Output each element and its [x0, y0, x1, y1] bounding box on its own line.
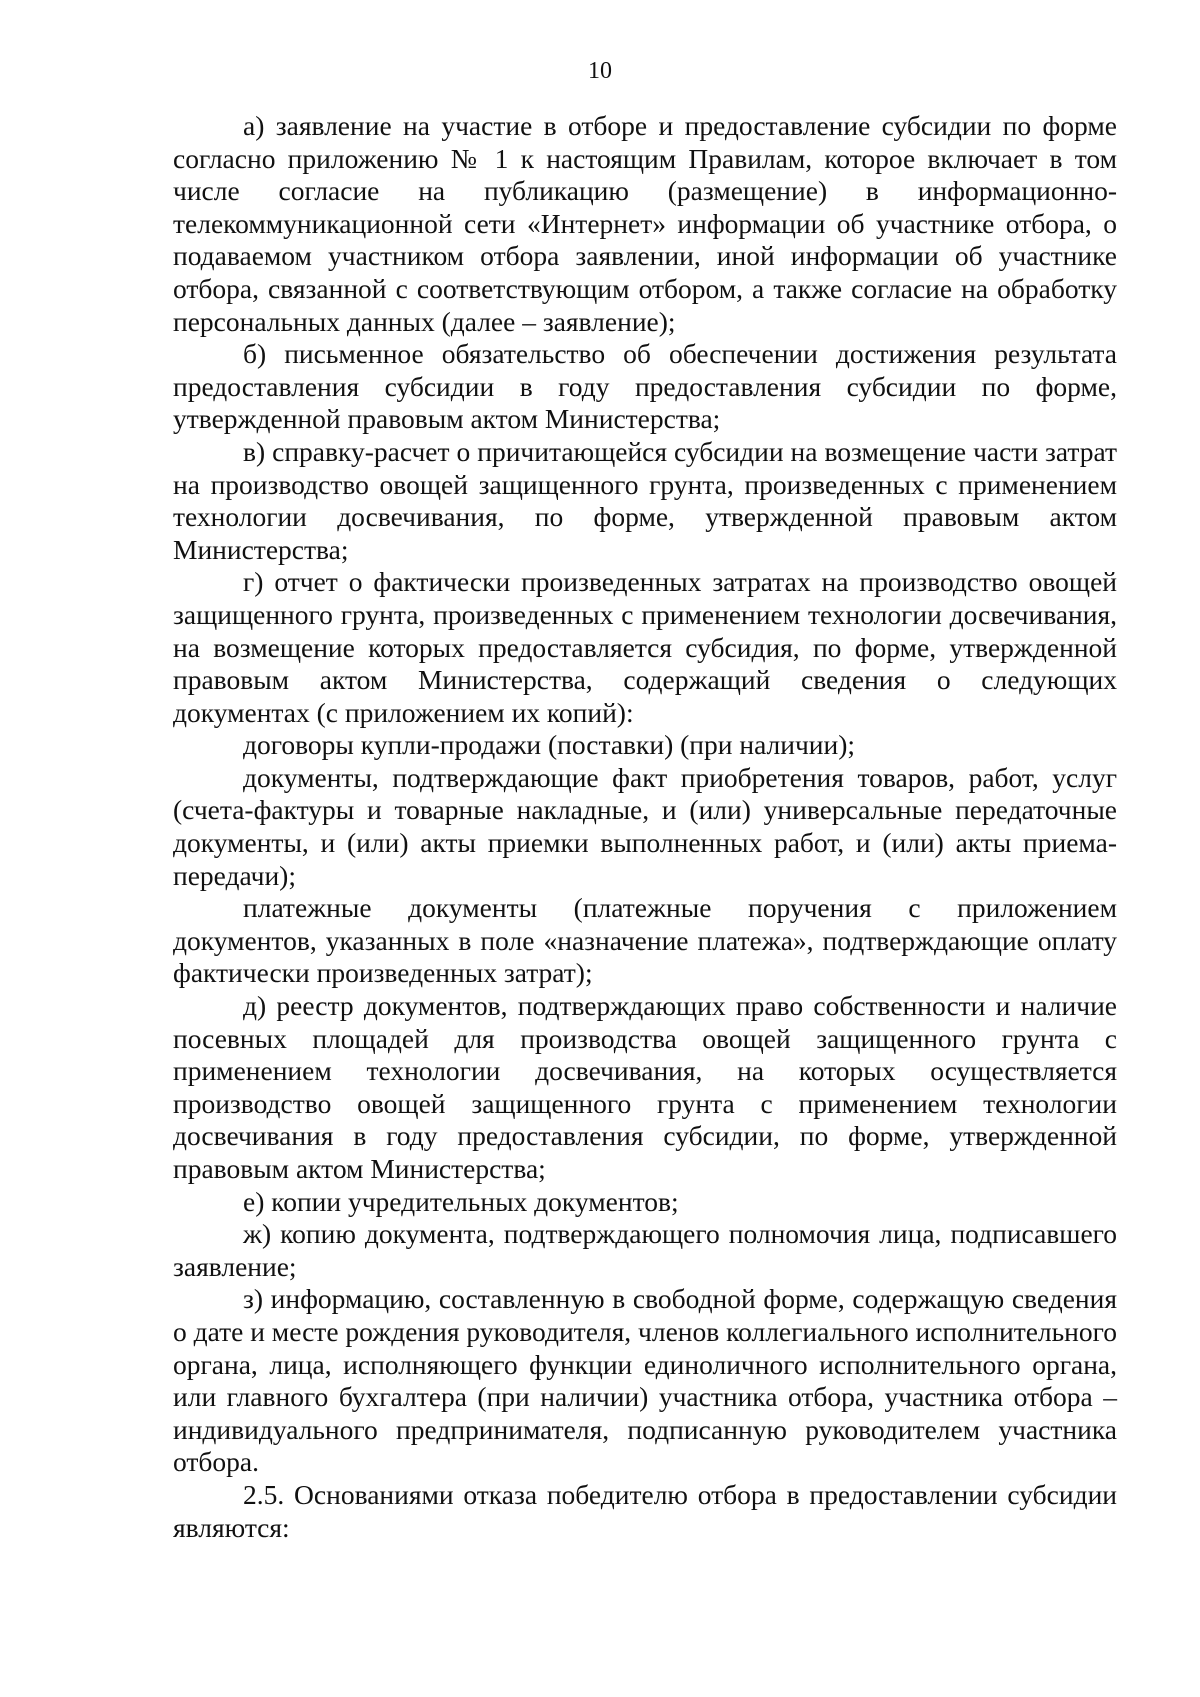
paragraph-z-management-information: з) информацию, составленную в свободной форме, содержащую сведения о дате и месте рождения руководителя, членов коллегиального исполнительного органа, лица, исполняющего функции единоличного исполнительного органа, или главного бухгалтера (при наличии) участника отбора, участника отбора – индивидуального предпринимателя, подписанную руководителем участника отбора. [173, 1283, 1117, 1478]
paragraph-2-5-refusal-grounds: 2.5. Основаниями отказа победителю отбора в предоставлении субсидии являются: [173, 1478, 1117, 1543]
paragraph-d-ownership-registry: д) реестр документов, подтверждающих право собственности и наличие посевных площадей для производства овощей защищенного грунта с применением технологии досвечивания, на которых осуществляется производство овощей защищенного грунта с применением технологии досвечивания в году предоставления субсидии, по форме, утвержденной правовым актом Министерства; [173, 990, 1117, 1184]
paragraph-b-written-obligation: б) письменное обязательство об обеспечении достижения результата предоставления субсидии в году предоставления субсидии по форме, утвержденной правовым актом Министерства; [173, 338, 1117, 435]
page-number: 10 [588, 58, 612, 84]
paragraph-e-founding-documents: е) копии учредительных документов; [243, 1185, 679, 1217]
paragraph-a-application: а) заявление на участие в отборе и предоставление субсидии по форме согласно приложению № 1 к настоящим Правилам, которое включает в том числе согласие на публикацию (размещение) в информационно-телекоммуникационной сети «Интернет» информации об участнике отбора, о подаваемом участником отбора заявлении, иной информации об участнике отбора, связанной с соответствующим отбором, а также согласие на обработку персональных данных (далее – заявление); [173, 110, 1117, 337]
paragraph-payment-documents: платежные документы (платежные поручения с приложением документов, указанных в поле «назначение платежа», подтверждающие оплату фактически произведенных затрат); [173, 892, 1117, 989]
paragraph-acquisition-documents: документы, подтверждающие факт приобретения товаров, работ, услуг (счета-фактуры и товарные накладные, и (или) универсальные передаточные документы, и (или) акты приемки выполненных работ, и (или) акты приема-передачи); [173, 761, 1117, 891]
document-body [173, 110, 1117, 1544]
paragraph-purchase-contracts: договоры купли-продажи (поставки) (при наличии); [243, 729, 856, 761]
paragraph-zh-authority-document: ж) копию документа, подтверждающего полномочия лица, подписавшего заявление; [173, 1218, 1117, 1282]
paragraph-v-calculation-certificate: в) справку-расчет о причитающейся субсидии на возмещение части затрат на производство овощей защищенного грунта, произведенных с применением технологии досвечивания, по форме, утвержденной правовым актом Министерства; [173, 435, 1117, 565]
paragraph-g-cost-report: г) отчет о фактически произведенных затратах на производство овощей защищенного грунта, произведенных с применением технологии досвечивания, на возмещение которых предоставляется субсидия, по форме, утвержденной правовым актом Министерства, содержащий сведения о следующих документах (с приложением их копий): [173, 566, 1117, 728]
